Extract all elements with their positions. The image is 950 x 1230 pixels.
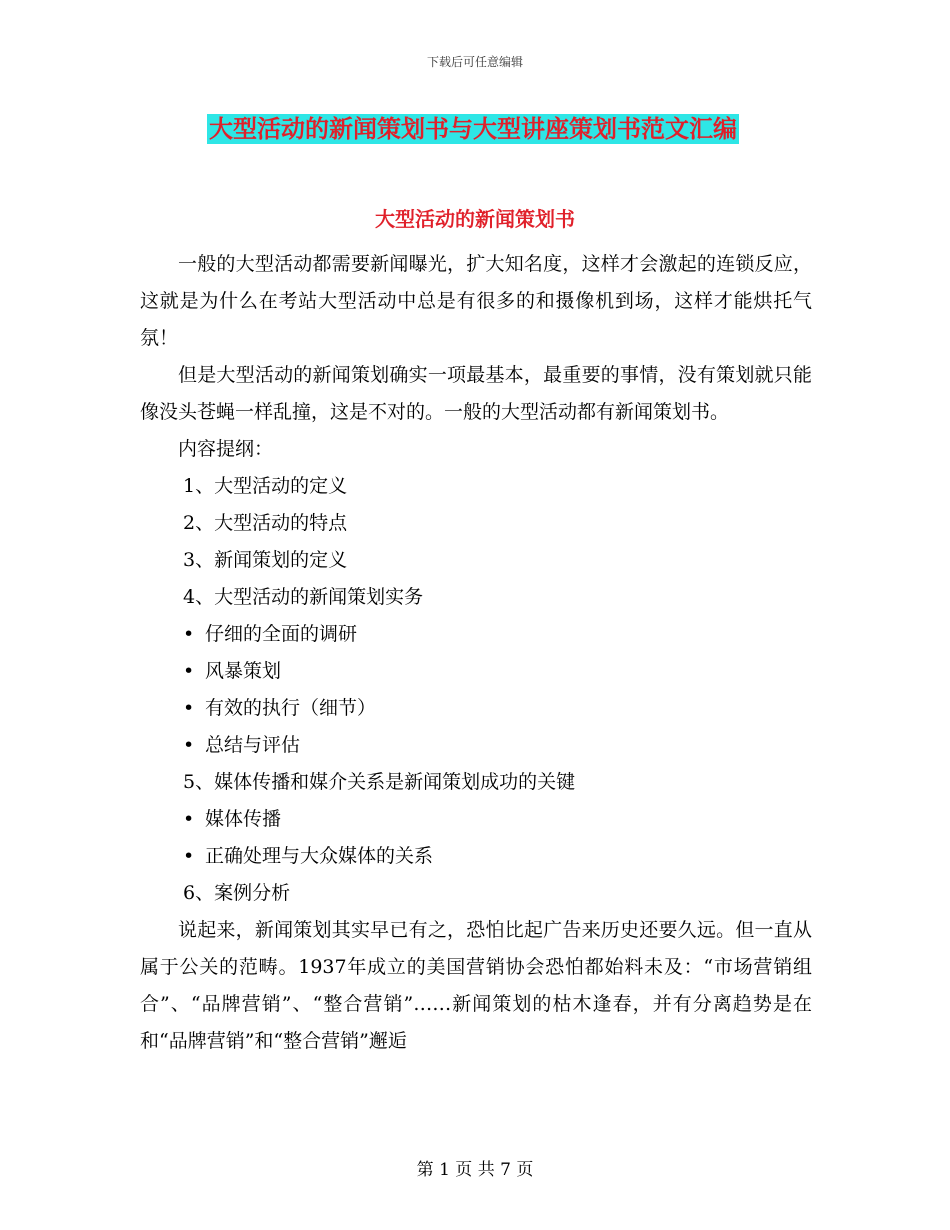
outline-item-2: 2、大型活动的特点 [183,512,348,534]
bullet-text: 总结与评估 [205,734,301,756]
outline-item-6: 6、案例分析 [183,882,291,904]
bullet-text: 媒体传播 [205,808,282,830]
outline-item-1: 1、大型活动的定义 [183,475,348,497]
bullet-dot: • [183,845,195,867]
bullet-item [140,616,812,653]
bullet-dot: • [183,623,195,645]
document-title: 大型活动的新闻策划书与大型讲座策划书范文汇编 [209,115,737,143]
bullet-text: 风暴策划 [205,660,282,682]
bullet-text: 仔细的全面的调研 [205,623,358,645]
bullet-text: 有效的执行（细节） [205,697,377,719]
outline-label: 内容提纲： [178,438,274,460]
page-number: 第 1 页 共 7 页 [416,1160,534,1180]
bullet-dot: • [183,734,195,756]
section-title: 大型活动的新闻策划书 [375,207,575,231]
bullet-item [140,727,812,764]
paragraph-intro: 一般的大型活动都需要新闻曝光，扩大知名度，这样才会激起的连锁反应，这就是为什么在考站大型活动中总是有很多的和摄像机到场，这样才能烘托气氛！ [140,253,812,349]
bullet-item [140,801,812,838]
bullet-item [140,838,812,875]
outline-item-4: 4、大型活动的新闻策划实务 [183,586,424,608]
document-body [140,246,812,1060]
bullet-text: 正确处理与大众媒体的关系 [205,845,434,867]
paragraph-importance: 但是大型活动的新闻策划确实一项最基本，最重要的事情，没有策划就只能像没头苍蝇一样乱撞，这是不对的。一般的大型活动都有新闻策划书。 [140,364,812,423]
bullet-dot: • [183,808,195,830]
outline-item-3: 3、新闻策划的定义 [183,549,348,571]
bullet-item [140,653,812,690]
paragraph-history: 说起来，新闻策划其实早已有之，恐怕比起广告来历史还要久远。但一直从属于公关的范畴。1937年成立的美国营销协会恐怕都始料未及：“市场营销组合”、“品牌营销”、“整合营销”……新闻策划的枯木逢春，并有分离趋势是在和“品牌营销”和“整合营销”邂逅 [140,919,812,1052]
bullet-dot: • [183,660,195,682]
bullet-dot: • [183,697,195,719]
header-note: 下载后可任意编辑 [426,55,523,69]
bullet-item [140,690,812,727]
outline-item-5: 5、媒体传播和媒介关系是新闻策划成功的关键 [183,771,576,793]
